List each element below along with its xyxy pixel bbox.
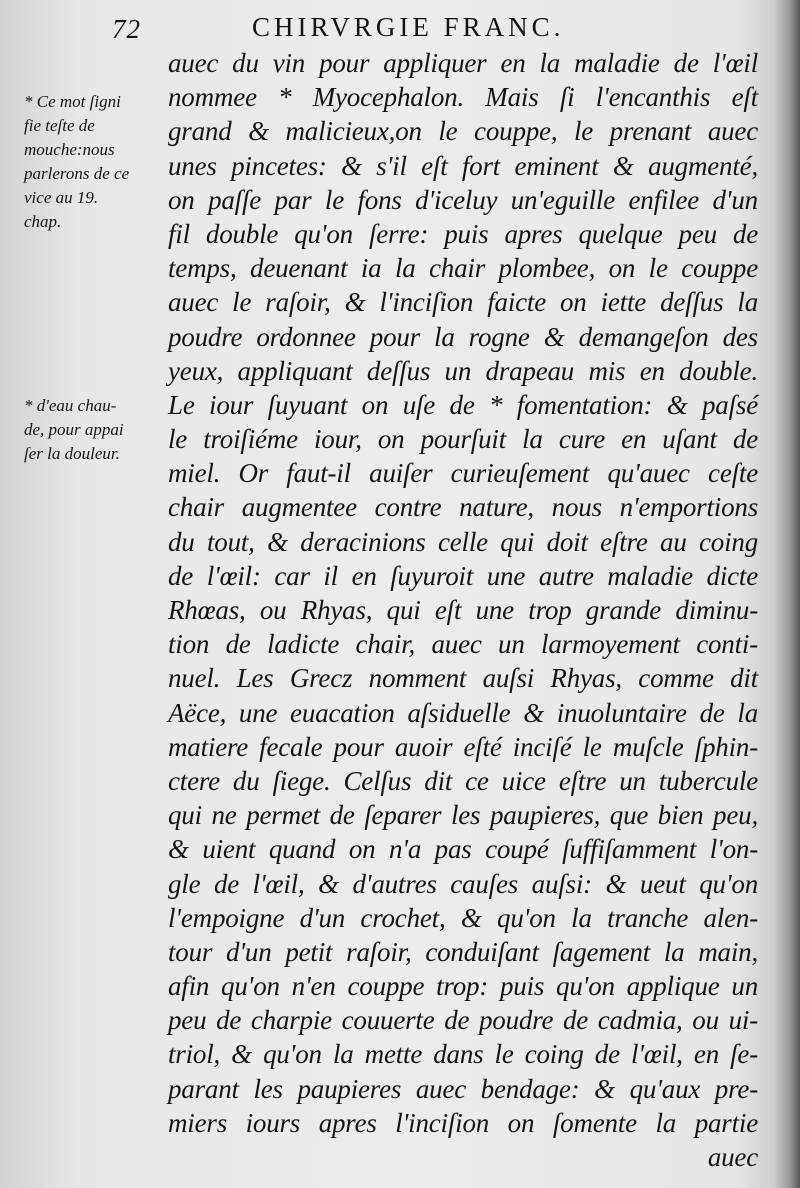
text-line: auec du vin pour appliquer en la maladie de l'œil bbox=[168, 48, 758, 78]
text-line: Le iour ſuyuant on uſe de * fomentation: & paſsé bbox=[168, 389, 758, 420]
text-line: yeux, appliquant deſſus un drapeau mis en double. bbox=[168, 355, 758, 386]
text-line: fil double qu'on ſerre: puis apres quelque peu de bbox=[168, 218, 758, 249]
text-line: gle de l'œil, & d'autres cauſes auſsi: & ueut qu'on bbox=[168, 868, 758, 899]
text-line: on paſſe par le fons d'iceluy un'eguille enfilee d'un bbox=[168, 184, 758, 215]
text-line: chair augmentee contre nature, nous n'emportions bbox=[168, 492, 758, 523]
page-number: 72 bbox=[112, 14, 141, 44]
text-line: unes pincetes: & s'il eſt fort eminent & augmenté, bbox=[168, 150, 758, 181]
text-line: Rhœas, ou Rhyas, qui eſt une trop grande diminu- bbox=[168, 595, 758, 625]
text-line: temps, deuenant ia la chair plombee, on le couppe bbox=[168, 253, 758, 284]
text-line: Aëce, une euacation aſsiduelle & inuoluntaire de la bbox=[168, 697, 758, 728]
margin-note-line: * Ce mot ſigni bbox=[24, 92, 121, 111]
text-line: parant les paupieres auec bendage: & qu'aux pre- bbox=[168, 1073, 758, 1104]
margin-note-line: * d'eau chau- bbox=[24, 396, 117, 415]
margin-note-line: fie teſte de bbox=[24, 116, 95, 135]
text-line: du tout, & deracinions celle qui doit eſtre au coing bbox=[168, 526, 758, 557]
margin-note-line: chap. bbox=[24, 212, 62, 231]
text-line: ctere du ſiege. Celſus dit ce uice eſtre un tubercule bbox=[168, 765, 758, 796]
margin-note-line: mouche:nous bbox=[24, 140, 115, 159]
text-line: auec bbox=[707, 1142, 758, 1172]
running-head: CHIRVRGIE FRANC. bbox=[252, 12, 565, 42]
text-line: tion de ladicte chair, auec un larmoyement conti- bbox=[168, 629, 758, 660]
text-line: miel. Or faut-il auiſer curieuſement qu'auec ceſte bbox=[168, 458, 758, 489]
margin-note-line: vice au 19. bbox=[24, 188, 99, 207]
text-line: matiere fecale pour auoir eſté inciſé le muſcle ſphin- bbox=[168, 731, 758, 762]
text-line: le troiſiéme iour, on pourſuit la cure en uſant de bbox=[168, 424, 758, 455]
margin-note-line: de, pour appai bbox=[24, 420, 124, 439]
margin-note-line: parlerons de ce bbox=[24, 164, 130, 183]
text-line: l'empoigne d'un crochet, & qu'on la tranche alen- bbox=[168, 902, 758, 933]
margin-note-myocephalon bbox=[24, 90, 162, 234]
text-line: poudre ordonnee pour la rogne & demangeſon des bbox=[168, 321, 758, 352]
text-line: & uient quand on n'a pas coupé ſuffiſamment l'on- bbox=[168, 834, 758, 865]
page-gutter-shadow bbox=[774, 0, 800, 1188]
text-line: grand & malicieux,on le couppe, le prenant auec bbox=[168, 116, 758, 147]
text-line: afin qu'on n'en couppe trop: puis qu'on applique un bbox=[168, 971, 758, 1002]
margin-note-line: ſer la douleur. bbox=[24, 444, 120, 463]
text-line: miers iours apres l'inciſion on ſomente la partie bbox=[168, 1107, 758, 1138]
margin-note-fomentation bbox=[24, 394, 162, 466]
text-line: de l'œil: car il en ſuyuroit une autre maladie dicte bbox=[168, 560, 758, 591]
text-line: tour d'un petit raſoir, conduiſant ſagement la main, bbox=[168, 936, 758, 967]
text-line: peu de charpie couuerte de poudre de cadmia, ou ui- bbox=[168, 1005, 758, 1036]
text-line: triol, & qu'on la mette dans le coing de l'œil, en ſe- bbox=[168, 1039, 758, 1070]
text-line: nommee * Myocephalon. Mais ſi l'encanthis eſt bbox=[168, 82, 758, 113]
text-line: qui ne permet de ſeparer les paupieres, que bien peu, bbox=[168, 800, 758, 831]
main-text-block bbox=[168, 46, 758, 1174]
text-line: nuel. Les Grecz nomment auſsi Rhyas, comme dit bbox=[168, 663, 758, 694]
text-line: auec le raſoir, & l'inciſion faicte on iette deſſus la bbox=[168, 287, 758, 318]
